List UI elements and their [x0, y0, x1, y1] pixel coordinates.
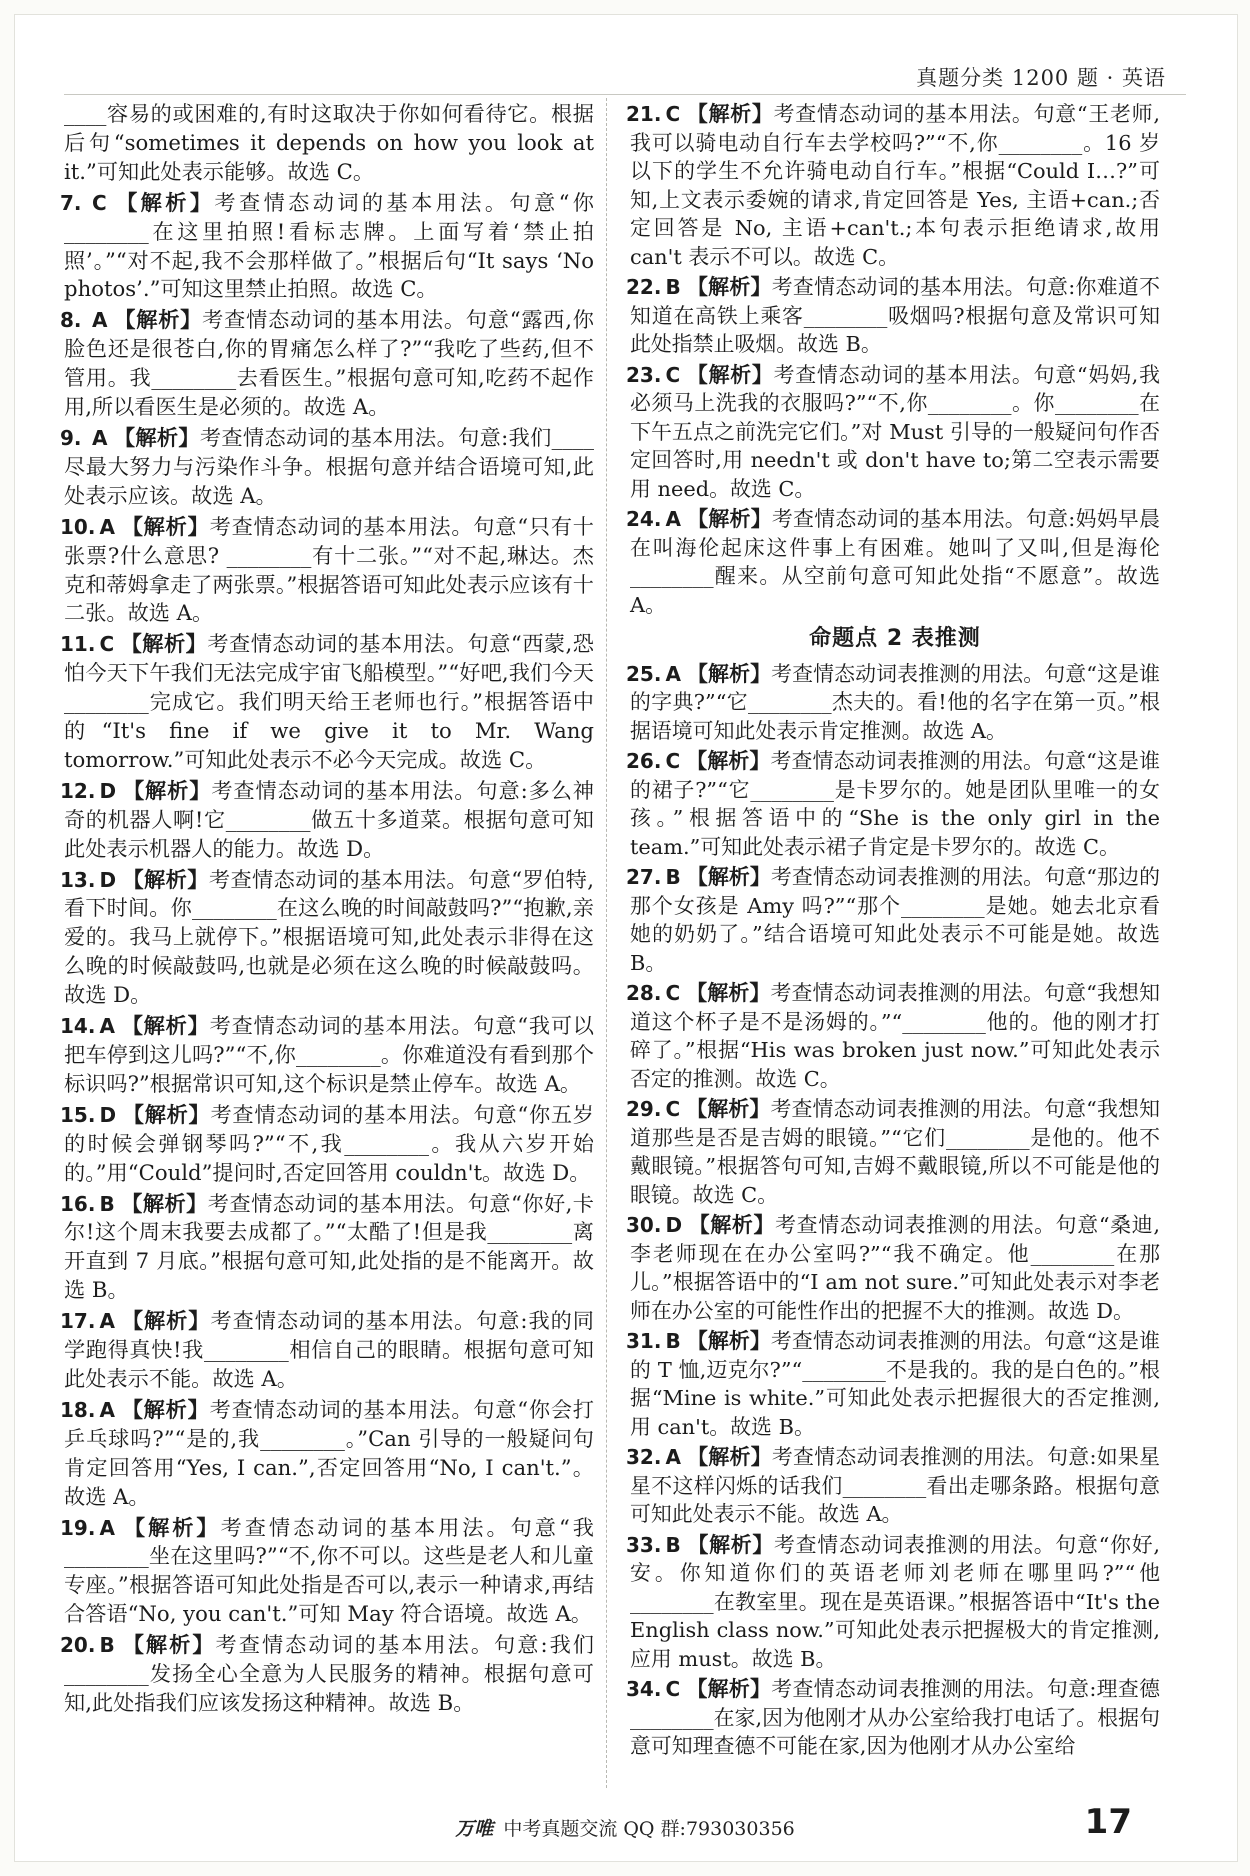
- answer-item: [626, 979, 1160, 1093]
- answer-item: [60, 1514, 594, 1630]
- item-text: 考查情态动词的基本用法。句意“只有十张票?什么意思? ________有十二张。”“对不起,琳达。杰克和蒂姆拿走了两张票。”根据答语可知此处表示应该有十二张。故选 A。: [64, 513, 594, 626]
- item-number: 19.: [60, 1515, 96, 1540]
- answer-item: [60, 1101, 594, 1188]
- item-text: 考查情态动词表推测的用法。句意“那边的那个女孩是 Amy 吗?”“那个________是她。她去北京看她的奶奶了。”结合语境可知此处表示不可能是她。故选 B。: [630, 865, 1160, 975]
- answer-letter: B: [665, 275, 681, 299]
- answer-item: [626, 361, 1160, 504]
- answer-item: [626, 273, 1160, 359]
- item-text: 考查情态动词表推测的用法。句意“这是谁的裙子?”“它________是卡罗尔的。她是团队里唯一的女孩。”根据答语中的“She is the only girl in the team.”可知此处表示裙子肯定是卡罗尔的。故选 C。: [630, 749, 1160, 859]
- answer-letter: D: [99, 1102, 117, 1127]
- item-text: 考查情态动词的基本用法。句意:我的同学跑得真快!我________相信自己的眼睛。根据句意可知此处表示不能。故选 A。: [64, 1308, 594, 1391]
- item-number: 27.: [626, 865, 662, 889]
- item-text: 考查情态动词表推测的用法。句意:理查德________在家,因为他刚才从办公室给我打电话了。根据句意可知理查德不可能在家,因为他刚才从办公室给: [630, 1677, 1160, 1758]
- item-text: 考查情态动词的基本用法。句意“你会打乒乓球吗?”“是的,我________。”Can 引导的一般疑问句肯定回答用“Yes, I can.”,否定回答用“No, I can't.”。故选 A。: [64, 1396, 594, 1509]
- analysis-tag: 【解析】: [686, 101, 774, 126]
- answer-item: [60, 866, 594, 1011]
- analysis-tag: 【解析】: [686, 274, 772, 299]
- analysis-tag: 【解析】: [688, 1212, 776, 1237]
- right-column: [626, 100, 1160, 1763]
- answer-item: [626, 660, 1160, 746]
- analysis-tag: 【解析】: [686, 506, 772, 531]
- answer-letter: B: [665, 865, 681, 889]
- answer-letter: A: [92, 425, 108, 450]
- answer-letter: A: [665, 1445, 681, 1469]
- answer-letter: C: [665, 1677, 681, 1701]
- answer-letter: B: [665, 1532, 681, 1557]
- analysis-tag: 【解析】: [122, 777, 212, 803]
- item-text: 考查情态动词表推测的用法。句意“我想知道那些是否是吉姆的眼镜。”“它们________是他的。他不戴眼镜。”根据答句可知,吉姆不戴眼镜,所以不可能是他的眼镜。故选 C。: [630, 1097, 1160, 1207]
- answer-item: [60, 1012, 594, 1099]
- answer-letter: A: [99, 1397, 115, 1422]
- answer-letter: A: [99, 1014, 115, 1039]
- item-text: 考查情态动词的基本用法。句意“我________坐在这里吗?”“不,你不可以。这些是老人和儿童专座。”根据答语可知此处指是否可以,表示一种请求,再结合答语“No, you can't.”可知 May 符合语境。故选 A。: [64, 1514, 594, 1627]
- answer-letter: D: [665, 1213, 683, 1237]
- analysis-tag: 【解析】: [120, 513, 210, 539]
- answer-letter: B: [99, 1191, 115, 1216]
- item-text: 考查情态动词的基本用法。句意“我可以把车停到这儿吗?”“不,你________。你难道没有看到那个标识吗?”根据常识可知,这个标识是禁止停车。故选 A。: [64, 1013, 594, 1096]
- item-number: 29.: [626, 1097, 662, 1121]
- item-number: 21.: [626, 102, 662, 126]
- answer-item: [60, 189, 594, 305]
- answer-item: [626, 1531, 1160, 1674]
- item-number: 23.: [626, 362, 662, 387]
- answer-letter: B: [99, 1633, 115, 1658]
- answer-item: [64, 100, 594, 187]
- analysis-tag: 【解析】: [686, 1531, 775, 1557]
- answer-item: [60, 424, 594, 511]
- section-heading: 命题点 2 表推测: [809, 626, 981, 651]
- item-text: 考查情态动词的基本用法。句意“罗伯特,看下时间。你________在这么晚的时间敲鼓吗?”“抱歉,亲爱的。我马上就停下。”根据语境可知,此处表示非得在这么晚的时候敲鼓吗,也就是必须在这么晚的时候敲鼓吗。故选 D。: [64, 866, 594, 1008]
- item-number: 33.: [626, 1532, 662, 1557]
- left-column: [60, 100, 594, 1720]
- answer-letter: A: [665, 507, 681, 531]
- item-text: 考查情态动词的基本用法。句意“露西,你脸色还是很苍白,你的胃痛怎么样了?”“我吃了些药,但不管用。我________去看医生。”根据句意可知,吃药不起作用,所以看医生是必须的。故选 A。: [64, 307, 594, 420]
- running-header: 真题分类 1200 题 · 英语: [916, 66, 1166, 90]
- answer-letter: C: [665, 749, 681, 773]
- analysis-tag: 【解析】: [120, 1396, 210, 1422]
- answer-letter: A: [665, 661, 681, 686]
- answer-letter: D: [99, 867, 117, 892]
- answer-item: [626, 1095, 1160, 1209]
- answer-item: [60, 1631, 594, 1718]
- item-number: 11.: [60, 632, 96, 657]
- footer-logo: 万唯: [455, 1818, 494, 1840]
- item-text: 考查情态动词的基本用法。句意:我们____尽最大努力与污染作斗争。根据句意并结合语境可知,此处表示应该。故选 A。: [64, 424, 594, 508]
- item-number: 24.: [626, 507, 662, 531]
- answer-item: [60, 630, 594, 775]
- answer-letter: C: [665, 981, 681, 1005]
- answer-letter: C: [665, 1097, 681, 1121]
- item-text: 考查情态动词的基本用法。句意:多么神奇的机器人啊!它________做五十多道菜。根据句意可知此处表示机器人的能力。故选 D。: [64, 777, 594, 861]
- item-number: 32.: [626, 1445, 662, 1469]
- item-number: 20.: [60, 1633, 96, 1658]
- analysis-tag: 【解析】: [113, 424, 200, 450]
- item-text: 考查情态动词表推测的用法。句意:如果星星不这样闪烁的话我们________看出走哪条路。根据句意可知此处表示不能。故选 A。: [630, 1445, 1160, 1526]
- answer-item: [626, 100, 1160, 271]
- answer-letter: C: [92, 190, 107, 215]
- item-text: 考查情态动词的基本用法。句意“你好,卡尔!这个周末我要去成都了。”“太酷了!但是我________离开直到 7 月底。”根据句意可知,此处指的是不能离开。故选 B。: [64, 1190, 594, 1303]
- answer-item: [626, 1675, 1160, 1761]
- answer-letter: C: [665, 102, 681, 126]
- analysis-tag: 【解析】: [686, 1096, 771, 1121]
- analysis-tag: 【解析】: [122, 866, 209, 892]
- item-number: 8.: [60, 308, 82, 333]
- analysis-tag: 【解析】: [120, 631, 208, 657]
- item-number: 30.: [626, 1213, 662, 1237]
- answer-letter: C: [665, 362, 681, 387]
- answer-item: [60, 1307, 594, 1394]
- item-number: 7.: [60, 190, 82, 215]
- answer-item: [60, 306, 594, 422]
- analysis-tag: 【解析】: [686, 1328, 771, 1353]
- item-text: 考查情态动词表推测的用法。句意“桑迪,李老师现在在办公室吗?”“我不确定。他________在那儿。”根据答语中的“I am not sure.”可知此处表示对李老师在办公室的可能性作出的把握不大的推测。故选 D。: [630, 1213, 1160, 1323]
- answer-item: [60, 777, 594, 864]
- answer-letter: D: [99, 778, 117, 803]
- item-text: 考查情态动词表推测的用法。句意“我想知道这个杯子是不是汤姆的。”“________他的。他的刚才打碎了。”根据“His was broken just now.”可知此处表示否定的推测。故选 C。: [630, 981, 1160, 1091]
- answer-item: [60, 1396, 594, 1512]
- analysis-tag: 【解析】: [686, 1676, 772, 1701]
- analysis-tag: 【解析】: [686, 1444, 772, 1469]
- page-number: 17: [1084, 1802, 1132, 1842]
- analysis-tag: 【解析】: [686, 748, 771, 773]
- item-text: 考查情态动词的基本用法。句意:你难道不知道在高铁上乘客________吸烟吗?根据句意及常识可知此处指禁止吸烟。故选 B。: [630, 275, 1160, 356]
- item-number: 16.: [60, 1191, 96, 1216]
- answer-item: [626, 863, 1160, 977]
- item-number: 22.: [626, 275, 662, 299]
- answer-letter: A: [92, 308, 108, 333]
- analysis-tag: 【解析】: [686, 361, 774, 387]
- item-text: 考查情态动词的基本用法。句意:我们________发扬全心全意为人民服务的精神。根据句意可知,此处指我们应该发扬这种精神。故选 B。: [64, 1632, 594, 1715]
- item-text: 考查情态动词表推测的用法。句意“这是谁的字典?”“它________杰夫的。看!他的名字在第一页。”根据语境可知此处表示肯定推测。故选 A。: [630, 661, 1160, 743]
- item-text: 考查情态动词的基本用法。句意“你五岁的时候会弹钢琴吗?”“不,我________。我从六岁开始的。”用“Could”提问时,否定回答用 couldn't。故选 D。: [64, 1101, 594, 1185]
- item-text: 考查情态动词的基本用法。句意“西蒙,恐怕今天下午我们无法完成宇宙飞船模型。”“好吧,我们今天________完成它。我们明天给王老师也行。”根据答语中的“It's fine if we give it to Mr. Wang tomorrow.”可知此处表示不必今天完成。故选 C。: [64, 631, 594, 772]
- column-divider: [606, 98, 607, 1788]
- analysis-tag: 【解析】: [686, 864, 771, 889]
- footer: [0, 1814, 1250, 1841]
- item-number: 12.: [60, 778, 96, 803]
- analysis-tag: 【解析】: [112, 189, 215, 215]
- answer-letter: A: [99, 514, 115, 539]
- item-text: 考查情态动词的基本用法。句意“王老师,我可以骑电动自行车去学校吗?”“不,你________。16 岁以下的学生不允许骑电动自行车。”根据“Could I…?”可知,上文表示委婉的请求,肯定回答是 Yes, 主语+can.;否定回答是 No, 主语+can't.;本句表示拒绝请求,故用 can't 表示不可以。故选 C。: [630, 102, 1160, 269]
- item-number: 28.: [626, 981, 662, 1005]
- analysis-tag: 【解析】: [120, 1514, 221, 1540]
- analysis-tag: 【解析】: [113, 307, 203, 333]
- answer-letter: C: [99, 632, 115, 657]
- item-text: 考查情态动词的基本用法。句意“你________在这里拍照!看标志牌。上面写着‘禁止拍照’。”“对不起,我不会那样做了。”根据后句“It says ‘No photos’.”可知这里禁止拍照。故选 C。: [64, 189, 594, 302]
- item-number: 9.: [60, 425, 82, 450]
- answer-item: [626, 747, 1160, 861]
- answer-item: [626, 505, 1160, 619]
- answer-item: [60, 513, 594, 629]
- item-number: 10.: [60, 514, 96, 539]
- analysis-tag: 【解析】: [120, 1308, 211, 1334]
- answer-item: [60, 1190, 594, 1306]
- answer-item: [626, 1327, 1160, 1441]
- item-text: 考查情态动词表推测的用法。句意“这是谁的 T 恤,迈克尔?”“________不是我的。我的是白色的。”根据“Mine is white.”可知此处表示把握很大的否定推测,用 can't。故选 B。: [630, 1329, 1160, 1439]
- item-number: 17.: [60, 1309, 96, 1334]
- answer-item: [626, 1443, 1160, 1529]
- item-number: 31.: [626, 1329, 662, 1353]
- header-rule: [64, 94, 1186, 95]
- item-number: 25.: [626, 661, 662, 686]
- item-number: 15.: [60, 1102, 96, 1127]
- analysis-tag: 【解析】: [120, 1013, 210, 1039]
- analysis-tag: 【解析】: [120, 1632, 216, 1658]
- item-text: 考查情态动词的基本用法。句意:妈妈早晨在叫海伦起床这件事上有困难。她叫了又叫,但是海伦________醒来。从空前句意可知此处指“不愿意”。故选 A。: [630, 507, 1160, 617]
- answer-letter: A: [99, 1515, 115, 1540]
- answer-letter: A: [99, 1309, 115, 1334]
- footer-text: 中考真题交流 QQ 群:793030356: [503, 1818, 795, 1840]
- analysis-tag: 【解析】: [120, 1190, 208, 1216]
- item-text: 考查情态动词表推测的用法。句意“你好,安。你知道你们的英语老师刘老师在哪里吗?”“他________在教室里。现在是英语课。”根据答语中“It's the English class now.”可知此处表示把握极大的肯定推测,应用 must。故选 B。: [630, 1532, 1160, 1671]
- item-number: 18.: [60, 1397, 96, 1422]
- analysis-tag: 【解析】: [122, 1101, 211, 1127]
- item-text: 考查情态动词的基本用法。句意“妈妈,我必须马上洗我的衣服吗?”“不,你________。你________在下午五点之前洗完它们。”对 Must 引导的一般疑问句作否定回答时,用 needn't 或 don't have to;第二空表示需要用 need。故选 C。: [630, 362, 1160, 501]
- item-number: 26.: [626, 749, 662, 773]
- analysis-tag: 【解析】: [686, 980, 771, 1005]
- answer-item: [626, 1211, 1160, 1325]
- answer-letter: B: [665, 1329, 681, 1353]
- item-text: ____容易的或困难的,有时这取决于你如何看待它。根据后句“sometimes it depends on how you look at it.”可知此处表示能够。故选 C。: [64, 101, 594, 184]
- item-number: 34.: [626, 1677, 662, 1701]
- item-number: 13.: [60, 867, 96, 892]
- analysis-tag: 【解析】: [686, 660, 772, 686]
- item-number: 14.: [60, 1014, 96, 1039]
